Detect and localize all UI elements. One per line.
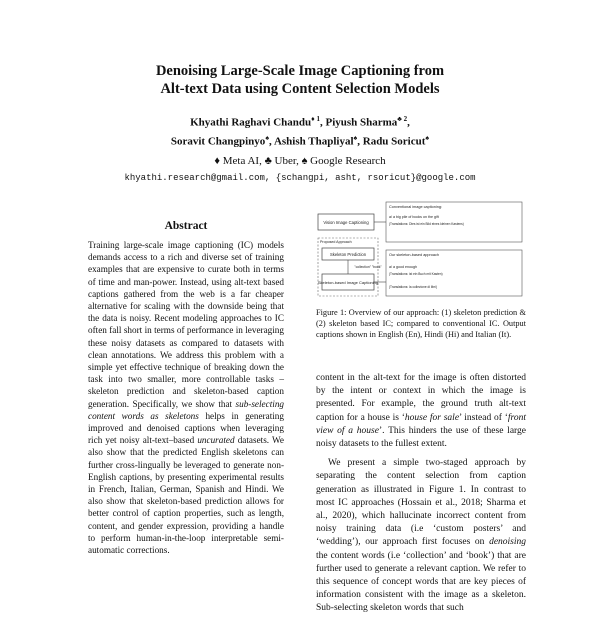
body-column-2 — [316, 372, 526, 622]
body-p1-text-c: ’. This hinders the use of these large noisy datasets to the fullest extent. — [316, 425, 526, 450]
affiliations: ♦ Meta AI, ♣ Uber, ♠ Google Research — [214, 155, 386, 167]
body-paragraph-2 — [316, 457, 526, 615]
author-1: Khyathi Raghavi Chandu — [190, 116, 312, 129]
title-line-1: Denoising Large-Scale Image Captioning from — [155, 63, 445, 79]
abstract-text-1: Training large-scale image captioning (IC) models demands access to a rich and diverse set of training examples that are expensive to curate both in terms of time and man-power. Instead, using alt-text based captions gathered from the web is a far cheaper alternative for scaling with the downside being that the data is noisy. Recent modeling approaches to IC often fall short in terms of performance in leveraging these noisy datasets as compared to datasets with clean annotations. We address this problem with a simple yet effective technique of breaking down the task into two smaller, more controllable tasks – skeleton prediction and skeleton-based caption generation. Specifically, we show that — [88, 240, 284, 409]
abstract-body — [88, 239, 284, 556]
conventional-output-heading: Conventional image captioning: — [389, 205, 442, 209]
emails: khyathi.research@gmail.com, {schangpi, asht, rsoricut}@google.com — [124, 173, 476, 183]
abstract-emphasis-2: uncurated — [197, 435, 235, 446]
author-2: Piyush Sharma — [325, 116, 398, 129]
body-paragraph-1 — [316, 372, 526, 451]
body-p2-text-b: the content words (i.e ‘collection’ and ‘book’) that are further used to generate a relevant caption. We refer to this sequence of concept words that are key pieces of information consistent with the image as a skeleton. Sub-selecting skeleton words that such — [316, 550, 526, 614]
conventional-output-line-1: a/ a big pile of books on the gift — [389, 215, 439, 219]
abstract-text-2: helps in generating improved and denoised captions when leveraging rich yet noisy alt-text–based — [88, 410, 284, 446]
body-p1-text-a: content in the alt-text for the image is often distorted by the intent or context in which the image is presented. For example, the ground truth alt-text caption for a house is ‘ — [316, 373, 526, 423]
conventional-output-line-2: (Translations: Dies ist ein Bild eines kleinen Kastens) — [389, 222, 464, 226]
body-p1-text-b: ’ instead of ‘ — [459, 412, 508, 423]
author-4-mark: ♠ — [353, 133, 358, 142]
author-3-mark: ♠ — [265, 133, 270, 142]
body-p1-emphasis-2: front view of a house — [316, 412, 526, 436]
author-3: Soravit Changpinyo — [170, 135, 266, 148]
body-p2-emphasis: denoising — [489, 537, 527, 548]
skeleton-output-line-1: a/ a good enough — [389, 265, 417, 269]
proposed-approach-label: Proposed Approach — [320, 240, 352, 244]
conventional-ic-label: Vision Image Captioning — [323, 220, 369, 225]
body-p2-text-a: We present a simple two-staged approach by separating the content selection from caption generation as illustrated in Figure 1. In contrast to most IC approaches (Hossain et al., 2018; Sharma et al., 2020), which hallucinate incorrect content from noisy training data (i.e ‘custom posters’ and ‘wedding’), our approach first focuses on — [316, 458, 526, 548]
author-5: Radu Soricut — [362, 135, 426, 148]
body-p1-emphasis-1: house for sale — [404, 412, 460, 423]
skeleton-output-heading: Our skeleton-based approach — [389, 253, 440, 257]
skeleton-prediction-label: Skeleton Prediction — [329, 252, 367, 257]
paper-title — [0, 62, 600, 98]
abstract-heading: Abstract — [164, 220, 208, 232]
author-list: Khyathi Raghavi Chandu$^{♦ 1}$, Piyush Sharma$^{♣ 2}$, Soravit Changpinyo♠, Ashish Thapliyal♠, Radu Soricut♠ — [170, 115, 430, 148]
title-line-2: Alt-text Data using Content Selection Models — [160, 81, 440, 97]
skeleton-output-line-2: (Translations: ist ein Buch mit Kasten) — [389, 272, 443, 276]
figure-1-diagram — [316, 198, 526, 298]
skeleton-output-line-3: (Translations: la collezione di libri) — [389, 285, 437, 289]
author-4: Ashish Thapliyal — [273, 135, 354, 148]
author-2-mark: ♣ 2 — [397, 115, 408, 123]
author-5-mark: ♠ — [425, 133, 430, 142]
abstract-emphasis-1: sub-selecting content words as skeletons — [88, 398, 285, 421]
figure-1-caption: Figure 1: Overview of our approach: (1) skeleton prediction & (2) skeleton based IC; compared to conventional IC. Output captions shown in English (En), Hindi (Hi) and Italian (It). — [316, 308, 526, 339]
abstract-text-3: datasets. We also show that the predicted English skeletons can further cross-lingually be leveraged to generate non-English captions, by presenting experimental results in French, Italian, German, Spanish and Hindi. We also show that skeleton-based prediction allows for better control of caption properties, such as length, content, and gender expression, providing a handle to perform human-in-the-loop interpretable semi-automatic corrections. — [88, 435, 285, 556]
author-1-mark: ♦ 1 — [311, 115, 320, 123]
skeleton-words: "collection" "book" — [354, 265, 382, 269]
skeleton-ic-label: Skeleton-based Image Captioning — [317, 280, 379, 285]
